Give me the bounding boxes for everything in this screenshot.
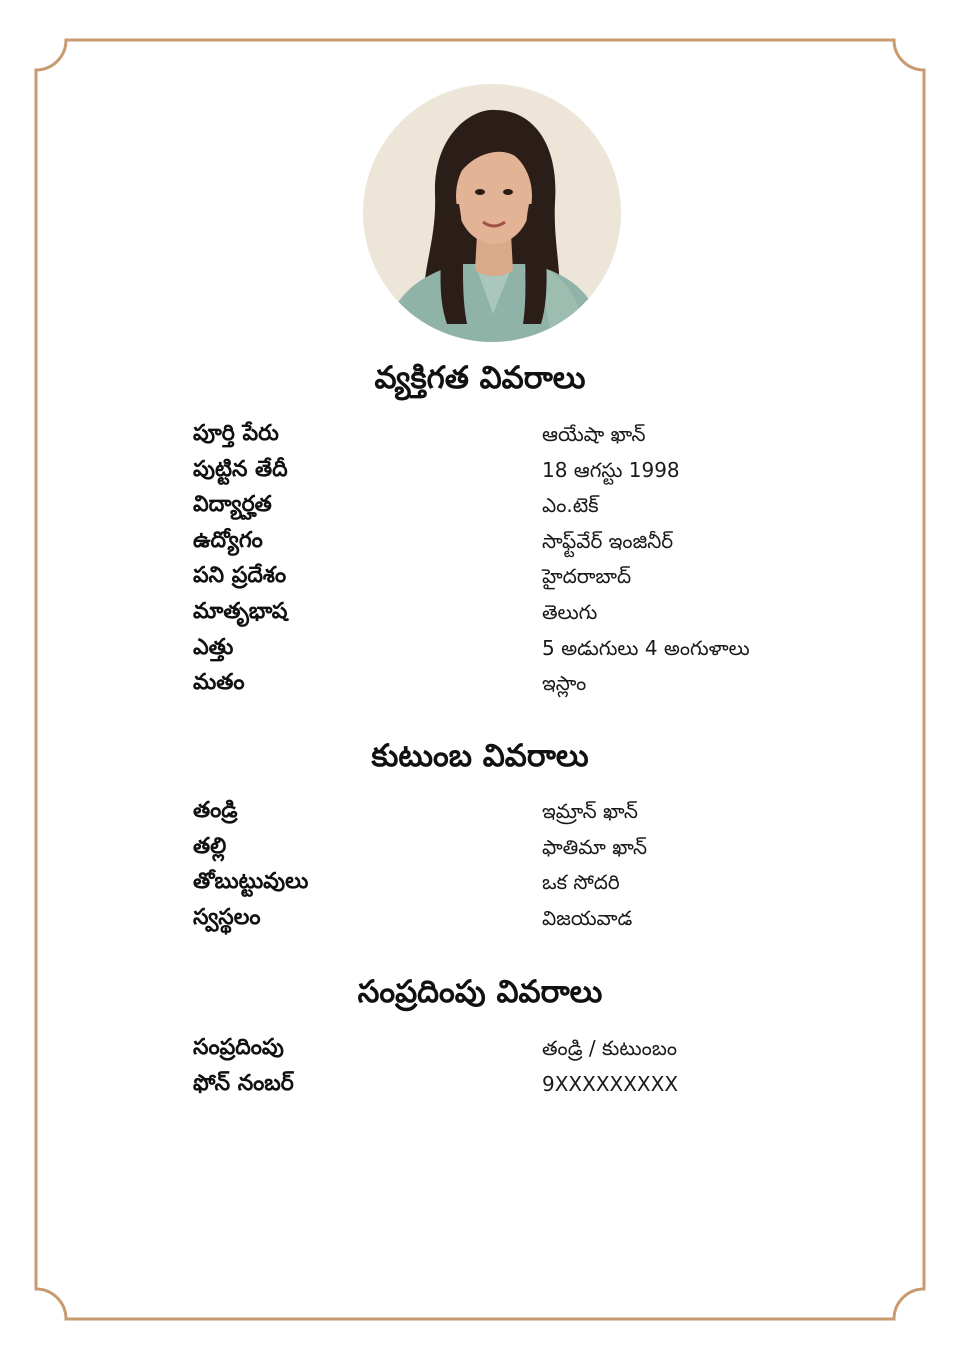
detail-row-education [193,489,833,525]
detail-value: హైదరాబాద్ [542,564,632,589]
detail-label: తండ్రి [193,798,238,823]
detail-row-native-place [193,902,833,938]
personal-details-list [193,418,833,703]
contact-details-list [193,1032,833,1103]
profile-photo [363,84,621,342]
detail-label: తల్లి [193,833,227,859]
detail-value: తండ్రి / కుటుంబం [542,1036,677,1060]
detail-value: ఎం.టెక్ [542,493,599,518]
detail-label: ఎత్తు [193,634,234,660]
detail-value: ఫాతిమా ఖాన్ [542,834,648,859]
detail-label: మాతృభాష [193,598,288,624]
detail-row-height [193,632,833,668]
detail-row-occupation [193,525,833,561]
detail-row-phone-number [193,1068,833,1104]
detail-label: ఫోన్ నంబర్ [193,1070,294,1096]
detail-label: ఉద్యోగం [193,527,263,553]
detail-value: ఒక సోదరి [542,870,620,895]
detail-label: సంప్రదింపు [193,1035,284,1060]
detail-label: తోబుట్టువులు [193,869,309,895]
detail-row-work-location [193,560,833,596]
detail-label: పుట్టిన తేదీ [193,456,288,482]
detail-value: తెలుగు [542,599,598,624]
family-details-list [193,795,833,937]
detail-label: విద్యార్హత [193,492,272,518]
detail-row-mother-tongue [193,596,833,632]
detail-value: 9XXXXXXXXX [542,1071,679,1096]
portrait-image [363,84,621,342]
detail-label: పని ప్రదేశం [193,563,287,589]
detail-row-religion [193,667,833,703]
detail-value: ఆయేషా ఖాన్ [542,422,646,446]
detail-value: ఇమ్రాన్ ఖాన్ [542,799,638,823]
detail-row-date-of-birth [193,454,833,490]
section-title-family: కుటుంబ వివరాలు [371,738,589,774]
detail-value: ఇస్లాం [542,671,587,696]
detail-value: 5 అడుగులు 4 అంగుళాలు [542,635,750,660]
detail-row-mother [193,831,833,867]
section-title-personal: వ్యక్తిగత వివరాలు [374,360,586,396]
detail-label: స్వస్థలం [193,904,261,930]
detail-row-full-name [193,418,833,454]
detail-value: విజయవాడ [542,905,633,930]
detail-row-father [193,795,833,831]
detail-value: సాఫ్ట్‌వేర్ ఇంజినీర్ [542,528,674,553]
detail-label: మతం [193,670,245,696]
section-title-contact: సంప్రదింపు వివరాలు [357,974,603,1010]
detail-value: 18 ఆగస్టు 1998 [542,457,680,482]
detail-label: పూర్తి పేరు [193,421,279,446]
detail-row-contact [193,1032,833,1068]
detail-row-siblings [193,866,833,902]
